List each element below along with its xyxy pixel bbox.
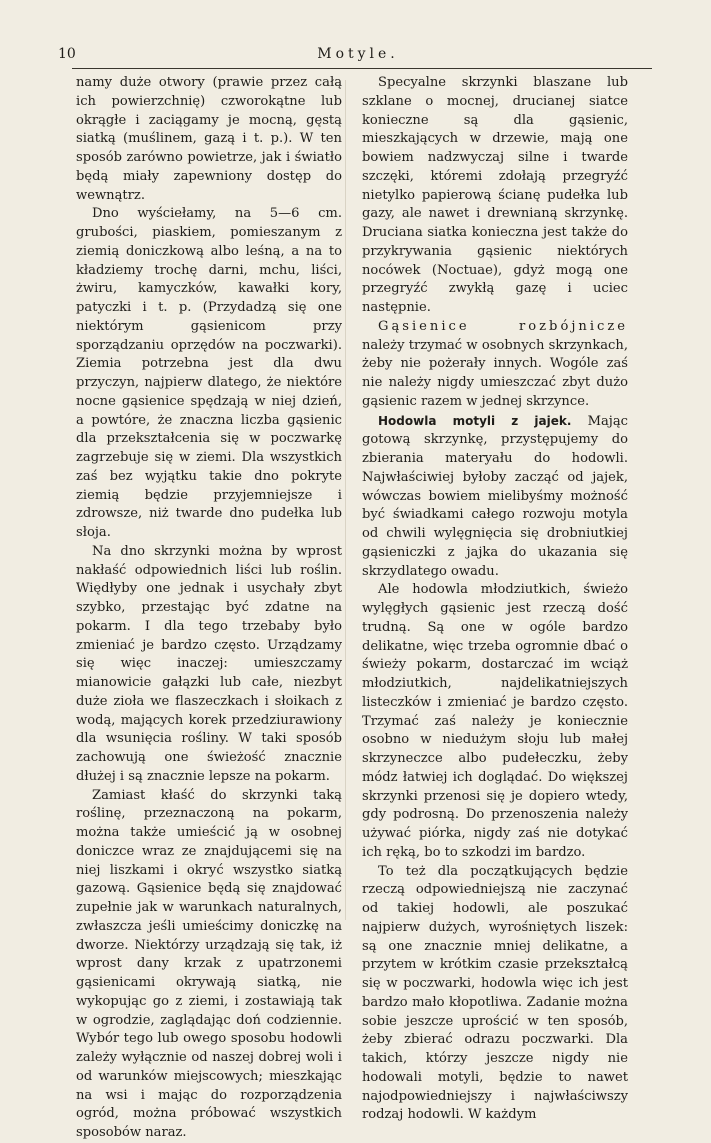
paragraph-text: Mając gotową skrzynkę, przystępujemy do zbierania materyału do hodowli. Najwłaściwiej byłoby zacząć od jajek, wówczas bowiem mielibyśmy możność być świadkami całego rozwoju motyla od chwili wylęgnięcia się drobniutkiej gąsieniczki z jajka do ukazania się skrzydlatego owadu. (362, 413, 628, 579)
paragraph: Ale hodowla młodziutkich, świeżo wylęgłych gąsienic jest rzeczą dość trudną. Są one w ogóle bardzo delikatne, więc trzeba ogromnie dbać o świeży pokarm, dostarczać im wciąż młodziutkich, najdelikatniejszych listeczków i zmieniać je bardzo często. Trzymać zaś należy je koniecznie osobno w niedużym słoju lub małej skrzyneczce albo pudełeczku, żeby módz łatwiej ich doglądać. Do większej skrzynki przenosi się je dopiero wtedy, gdy podrosną. Do przenoszenia należy używać piórka, nigdy zaś nie dotykać ich ręką, bo to szkodzi im bardzo. (362, 582, 628, 860)
paragraph: Na dno skrzynki można by wprost nakłaść odpowiednich liści lub roślin. Więdłyby one jednak i usychały zbyt szybko, przestając być zdatne na pokarm. I dla tego trzebaby było zmieniać je bardzo często. Urządzamy się więc inaczej: umieszczamy mianowicie gałązki lub całe, niezbyt duże zioła we flaszeczkach i słoikach z wodą, mających korek przedziurawiony dla wsunięcia rośliny. W taki sposób zachowują one świeżość znacznie dłużej i są znacznie lepsze na pokarm. (76, 543, 342, 784)
header-rule (72, 68, 652, 69)
paragraph: Specyalne skrzynki blaszane lub szklane o mocnej, drucianej siatce konieczne są dla gąsienic, mieszkających w drzewie, mają one bowiem nadzwyczaj silne i twarde szczęki, któremi zdołają przegryźć nietylko papierową ścianę pudełka lub gazy, ale nawet i drewnianą skrzynkę. Druciana siatka konieczna jest także do przykrywania gąsienic niektórych nocówek (Noctuae), gdyż mogą one przegryźć zwykłą gazę i uciec następnie. (362, 75, 628, 315)
paragraph (362, 412, 628, 582)
paragraph: namy duże otwory (prawie przez całą ich powierzchnię) czworokątne lub okrągłe i zaciągamy je mocną, gęstą siatką (muślinem, gazą i t. p.). W ten sposób zarówno powietrze, jak i światło będą miały zapewniony dostęp do wewnątrz. (76, 75, 342, 203)
section-heading: Hodowla motyli z jajek. (378, 413, 572, 428)
paragraph: Zamiast kłaść do skrzynki taką roślinę, przeznaczoną na pokarm, można także umieścić ją w osobnej doniczce wraz ze znajdującemi się na niej liszkami i okryć wszystko siatką gazową. Gąsienice będą się znajdować zupełnie jak w warunkach naturalnych, zwłaszcza jeśli umieścimy doniczkę na dworze. Niektórzy urządzają się tak, iż wprost dany krzak z upatrzonemi gąsienicami okrywają siatką, nie wykopując go z ziemi, i zostawiają tak w ogrodzie, zaglądając doń codziennie. Wybór tego lub owego sposobu hodowli zależy wyłącznie od naszej dobrej woli i od warunków miejscowych; mieszkając na wsi i mając do rozporządzenia ogród, można próbować wszystkich sposobów naraz. (76, 787, 342, 1140)
paragraph: To też dla początkujących będzie rzeczą odpowiedniejszą nie zaczynać od takiej hodowli, ale poszukać najpierw dużych, wyrośniętych liszek: są one znacznie mniej delikatne, a przytem w krótkim czasie przekształcą się w poczwarki, hodowla więc ich jest bardzo mało kłopotliwa. Zadanie można sobie jeszcze uprościć w ten sposób, żeby zbierać odrazu poczwarki. Dla takich, którzy jeszcze nigdy nie hodowali motyli, będzie to nawet najodpowiedniejszy i najwłaściwszy rodzaj hodowli. W każdym (362, 863, 628, 1123)
left-column (76, 74, 342, 1143)
page-header (58, 44, 658, 64)
page-number: 10 (58, 46, 76, 62)
paragraph: Dno wyściełamy, na 5—6 cm. grubości, piaskiem, pomieszanym z ziemią doniczkową albo leśną, a na to kładziemy trochę darni, mchu, liści, żwiru, kamyczków, kawałki kory, patyczki i t. p. (Przydadzą się one niektórym gąsienicom przy sporządzaniu oprzędów na poczwarki). Ziemia potrzebna jest dla dwu przyczyn, najpierw dlatego, że niektóre nocne gąsienice spędzają w niej dzień, a powtóre, że znaczna liczba gąsienic dla przekształcenia się w poczwarkę zagrzebuje się w ziemi. Dla wszystkich zaś bez wyjątku takie dno pokryte ziemią będzie przyjemniejsze i zdrowsze, niż twarde dno pudełka lub słoja. (76, 206, 342, 540)
running-title: Motyle. (317, 46, 399, 62)
right-column (362, 74, 628, 1125)
spaced-emphasis: Gąsienice rozbójnicze (378, 318, 628, 334)
column-gutter (345, 80, 346, 920)
paragraph (362, 318, 628, 412)
paragraph-text: należy trzymać w osobnych skrzynkach, żeby nie pożerały innych. Wogóle zaś nie należy nigdy umieszczać zbyt dużo gąsienic razem w jednej skrzynce. (362, 337, 628, 409)
